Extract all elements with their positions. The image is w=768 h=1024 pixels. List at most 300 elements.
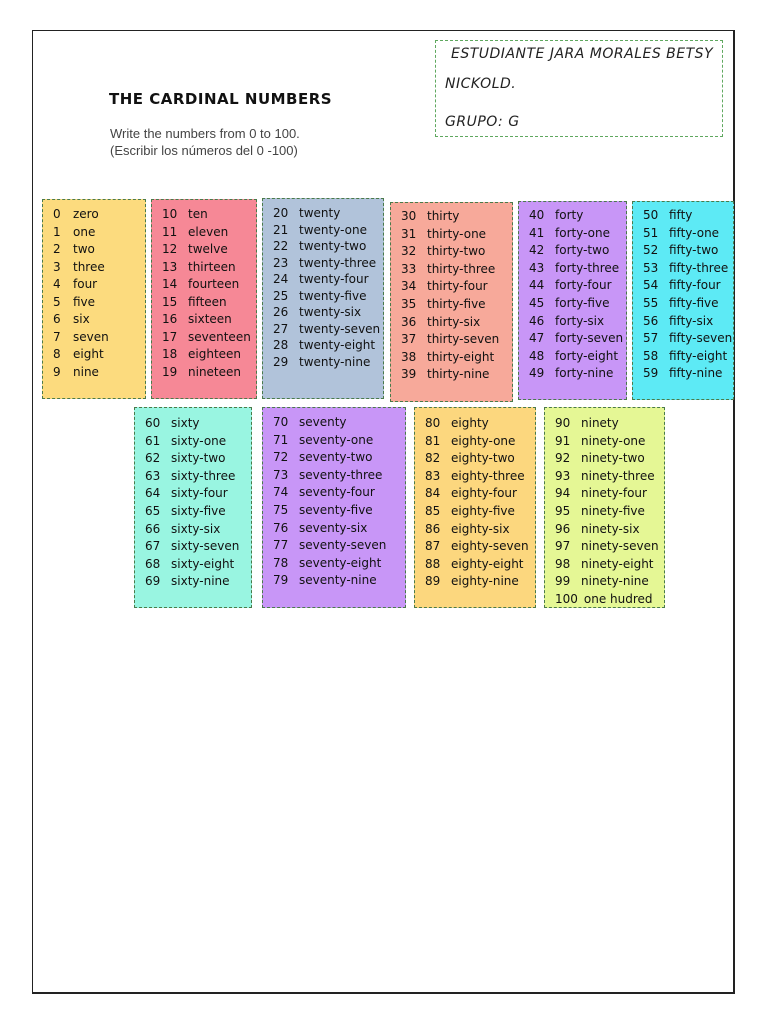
number-block-40 (518, 201, 627, 400)
number-row (555, 415, 664, 433)
number-digit: 70 (273, 415, 289, 429)
number-digit: 64 (145, 486, 161, 501)
number-word: twelve (188, 242, 228, 256)
number-digit: 55 (643, 295, 659, 310)
number-word: ten (188, 207, 208, 221)
number-word: seventy-two (299, 450, 373, 465)
number-row (529, 207, 626, 225)
number-digit: 18 (162, 347, 178, 361)
number-word: sixty-three (171, 468, 236, 483)
number-digit: 62 (145, 451, 161, 466)
number-word: fifty-seven (669, 331, 733, 346)
number-digit: 82 (425, 451, 441, 466)
number-digit: 29 (273, 354, 289, 369)
student-group: GRUPO: G (445, 114, 520, 130)
number-row (401, 366, 512, 384)
number-word: eighty-three (451, 468, 525, 483)
number-row (529, 295, 626, 313)
number-row (273, 205, 383, 222)
number-word: sixty-one (171, 433, 227, 448)
number-digit: 67 (145, 539, 161, 554)
number-word: ninety-six (581, 521, 640, 536)
number-row (643, 365, 733, 383)
number-row (145, 538, 251, 556)
student-name-line2: NICKOLD. (445, 76, 517, 92)
number-row (555, 485, 664, 503)
number-digit: 10 (162, 207, 178, 221)
number-digit: 66 (145, 521, 161, 536)
number-digit: 47 (529, 331, 545, 346)
number-row (145, 468, 251, 486)
number-row (273, 432, 405, 450)
number-row (555, 521, 664, 539)
number-digit: 6 (53, 312, 61, 326)
number-word: forty-eight (555, 348, 619, 363)
number-word: thirty-nine (427, 367, 490, 382)
number-word: fourteen (188, 277, 240, 291)
number-digit: 25 (273, 288, 289, 303)
number-row (643, 225, 733, 243)
number-digit: 4 (53, 277, 61, 291)
number-digit: 40 (529, 208, 545, 222)
number-word: forty (555, 208, 584, 222)
number-digit: 48 (529, 348, 545, 363)
number-word: seven (73, 329, 109, 344)
number-digit: 33 (401, 261, 417, 276)
number-row (401, 243, 512, 261)
number-word: sixty-two (171, 451, 226, 466)
number-digit: 35 (401, 296, 417, 311)
number-word: forty-four (555, 278, 612, 293)
number-digit: 46 (529, 313, 545, 328)
number-digit: 15 (162, 294, 178, 309)
number-row (273, 537, 405, 555)
number-word: eighty-seven (451, 539, 529, 554)
number-word: sixty-six (171, 521, 221, 536)
number-row (401, 314, 512, 332)
number-row (53, 329, 145, 347)
number-digit: 94 (555, 486, 571, 501)
number-digit: 12 (162, 242, 178, 256)
number-row (273, 520, 405, 538)
number-word: eighty-one (451, 433, 516, 448)
number-row (273, 555, 405, 573)
number-word: thirteen (188, 259, 236, 274)
number-word: twenty-three (299, 255, 377, 270)
number-row (555, 591, 664, 609)
number-digit: 97 (555, 539, 571, 554)
number-digit: 79 (273, 573, 289, 588)
number-row (555, 433, 664, 451)
number-row (555, 468, 664, 486)
number-row (529, 277, 626, 295)
number-row (555, 503, 664, 521)
number-digit: 83 (425, 468, 441, 483)
number-row (273, 484, 405, 502)
student-name-line1: ESTUDIANTE JARA MORALES BETSY (451, 46, 714, 62)
number-word: ninety-four (581, 486, 647, 501)
number-word: forty-two (555, 243, 610, 258)
number-digit: 90 (555, 416, 571, 430)
number-digit: 32 (401, 244, 417, 259)
number-row (273, 337, 383, 354)
number-word: ninety (581, 416, 619, 430)
number-word: four (73, 277, 98, 291)
number-digit: 57 (643, 331, 659, 346)
number-digit: 51 (643, 225, 659, 240)
number-digit: 24 (273, 272, 289, 286)
number-word: fifty-six (669, 313, 714, 328)
number-word: ninety-seven (581, 539, 659, 554)
number-row (273, 449, 405, 467)
number-row (425, 468, 535, 486)
number-digit: 23 (273, 255, 289, 270)
number-word: one (73, 224, 96, 239)
number-word: fifty-one (669, 225, 720, 240)
number-row (555, 538, 664, 556)
number-word: fifty-three (669, 260, 729, 275)
number-row (425, 503, 535, 521)
number-word: twenty-five (299, 288, 367, 303)
number-digit: 38 (401, 349, 417, 364)
number-word: sixty-nine (171, 574, 230, 589)
number-row (53, 346, 145, 364)
number-word: fifty-five (669, 295, 719, 310)
number-word: seventy-one (299, 432, 374, 447)
number-row (53, 294, 145, 312)
number-row (643, 260, 733, 278)
number-block-70 (262, 407, 406, 608)
number-digit: 26 (273, 305, 289, 319)
number-row (529, 330, 626, 348)
number-word: seventy-seven (299, 538, 387, 553)
number-word: thirty-six (427, 314, 481, 329)
number-row (273, 467, 405, 485)
number-word: twenty-nine (299, 354, 371, 369)
number-digit: 31 (401, 226, 417, 241)
number-row (529, 313, 626, 331)
number-row (145, 521, 251, 539)
number-word: nineteen (188, 364, 242, 379)
number-row (643, 277, 733, 295)
number-row (401, 296, 512, 314)
page-title: THE CARDINAL NUMBERS (109, 90, 333, 108)
number-row (273, 222, 383, 239)
number-digit: 11 (162, 224, 178, 239)
number-digit: 96 (555, 521, 571, 536)
number-digit: 100 (555, 591, 578, 606)
number-digit: 73 (273, 467, 289, 482)
number-word: fifteen (188, 294, 227, 309)
number-word: ninety-eight (581, 556, 654, 571)
number-word: thirty (427, 209, 460, 223)
number-word: sixty-seven (171, 539, 240, 554)
number-digit: 60 (145, 416, 161, 430)
number-row (273, 572, 405, 590)
number-digit: 56 (643, 313, 659, 328)
number-word: two (73, 242, 95, 256)
number-row (401, 208, 512, 226)
number-digit: 71 (273, 432, 289, 447)
number-row (529, 365, 626, 383)
number-digit: 21 (273, 222, 289, 237)
number-digit: 42 (529, 243, 545, 258)
number-word: three (73, 259, 105, 274)
number-digit: 76 (273, 520, 289, 535)
number-digit: 43 (529, 260, 545, 275)
number-row (425, 450, 535, 468)
number-digit: 99 (555, 574, 571, 589)
number-digit: 88 (425, 556, 441, 571)
number-row (53, 276, 145, 294)
number-block-10 (151, 199, 257, 399)
number-block-50 (632, 201, 734, 400)
number-digit: 53 (643, 260, 659, 275)
number-word: eighty-two (451, 451, 515, 466)
number-row (145, 485, 251, 503)
number-word: ninety-two (581, 451, 645, 466)
number-row (145, 415, 251, 433)
number-word: thirty-eight (427, 349, 495, 364)
number-digit: 65 (145, 503, 161, 518)
number-word: ninety-five (581, 503, 645, 518)
number-row (162, 364, 256, 382)
number-digit: 72 (273, 450, 289, 465)
number-word: twenty-eight (299, 338, 376, 352)
number-row (273, 321, 383, 338)
number-word: eighty-four (451, 486, 517, 501)
number-digit: 74 (273, 485, 289, 500)
number-row (401, 278, 512, 296)
number-word: ninety-three (581, 468, 655, 483)
number-digit: 1 (53, 224, 61, 239)
number-digit: 75 (273, 502, 289, 517)
number-word: twenty-seven (299, 321, 381, 336)
number-digit: 8 (53, 347, 61, 361)
number-word: seventy-five (299, 502, 373, 517)
number-digit: 49 (529, 366, 545, 381)
number-row (529, 225, 626, 243)
number-digit: 20 (273, 206, 289, 220)
number-word: eighty (451, 416, 489, 430)
number-row (425, 433, 535, 451)
number-word: sixty (171, 416, 200, 430)
number-row (162, 224, 256, 242)
number-row (643, 330, 733, 348)
number-digit: 30 (401, 209, 417, 223)
number-row (162, 311, 256, 329)
number-word: thirty-seven (427, 332, 500, 347)
number-word: nine (73, 364, 99, 379)
number-digit: 16 (162, 312, 178, 326)
number-row (529, 348, 626, 366)
number-row (273, 288, 383, 305)
number-digit: 77 (273, 538, 289, 553)
number-digit: 28 (273, 338, 289, 352)
number-row (643, 242, 733, 260)
number-word: one hudred (583, 591, 653, 606)
number-digit: 0 (53, 207, 61, 221)
number-digit: 3 (53, 259, 61, 274)
number-digit: 17 (162, 329, 178, 344)
number-word: five (73, 294, 96, 309)
number-word: fifty-four (669, 278, 721, 293)
number-row (401, 331, 512, 349)
number-word: seventy-nine (299, 573, 377, 588)
number-word: seventy-eight (299, 555, 382, 570)
number-row (162, 294, 256, 312)
number-row (162, 329, 256, 347)
number-row (425, 538, 535, 556)
number-word: forty-nine (555, 366, 614, 381)
number-word: forty-three (555, 260, 620, 275)
number-digit: 54 (643, 278, 659, 293)
instructions-spanish: (Escribir los números del 0 -100) (110, 143, 298, 158)
number-row (53, 311, 145, 329)
number-row (643, 207, 733, 225)
number-digit: 86 (425, 521, 441, 536)
number-row (425, 485, 535, 503)
number-word: twenty (299, 206, 341, 220)
number-digit: 80 (425, 416, 441, 430)
number-row (53, 224, 145, 242)
number-block-90 (544, 407, 665, 608)
number-row (145, 573, 251, 591)
number-row (425, 556, 535, 574)
number-row (145, 503, 251, 521)
number-word: eighty-nine (451, 574, 519, 589)
number-row (401, 226, 512, 244)
number-digit: 14 (162, 277, 178, 291)
number-word: sixty-five (171, 503, 226, 518)
number-word: twenty-two (299, 239, 367, 253)
number-row (555, 573, 664, 591)
number-digit: 63 (145, 468, 161, 483)
number-digit: 22 (273, 239, 289, 253)
number-digit: 19 (162, 364, 178, 379)
number-word: thirty-five (427, 296, 486, 311)
number-digit: 78 (273, 555, 289, 570)
number-row (401, 349, 512, 367)
number-word: eight (73, 347, 104, 361)
number-digit: 36 (401, 314, 417, 329)
number-word: thirty-one (427, 226, 487, 241)
number-word: forty-six (555, 313, 605, 328)
number-digit: 37 (401, 332, 417, 347)
number-digit: 85 (425, 503, 441, 518)
number-digit: 27 (273, 321, 289, 336)
number-digit: 52 (643, 243, 659, 258)
number-word: sixteen (188, 312, 232, 326)
number-word: eleven (188, 224, 229, 239)
number-digit: 39 (401, 367, 417, 382)
number-digit: 93 (555, 468, 571, 483)
number-row (273, 502, 405, 520)
number-digit: 13 (162, 259, 178, 274)
number-digit: 45 (529, 295, 545, 310)
number-row (53, 206, 145, 224)
number-digit: 59 (643, 366, 659, 381)
number-block-20 (262, 198, 384, 399)
number-digit: 9 (53, 364, 61, 379)
number-row (162, 346, 256, 364)
number-word: thirty-three (427, 261, 496, 276)
number-word: seventy-six (299, 520, 368, 535)
number-digit: 87 (425, 539, 441, 554)
number-word: fifty-nine (669, 366, 723, 381)
number-digit: 34 (401, 279, 417, 294)
number-row (425, 573, 535, 591)
number-word: twenty-six (299, 305, 362, 319)
number-digit: 44 (529, 278, 545, 293)
number-digit: 7 (53, 329, 61, 344)
number-row (273, 304, 383, 321)
number-word: seventy-four (299, 485, 375, 500)
number-block-0 (42, 199, 146, 399)
number-word: eighty-six (451, 521, 510, 536)
number-digit: 50 (643, 208, 659, 222)
number-block-80 (414, 407, 536, 608)
number-word: thirty-two (427, 244, 486, 259)
number-digit: 2 (53, 242, 61, 256)
number-digit: 92 (555, 451, 571, 466)
number-row (401, 261, 512, 279)
number-word: sixty-four (171, 486, 228, 501)
number-row (145, 450, 251, 468)
number-word: seventeen (188, 329, 251, 344)
number-row (53, 241, 145, 259)
number-word: sixty-eight (171, 556, 235, 571)
number-block-60 (134, 407, 252, 608)
number-row (162, 259, 256, 277)
number-digit: 89 (425, 574, 441, 589)
number-row (162, 241, 256, 259)
number-row (145, 433, 251, 451)
number-row (162, 206, 256, 224)
number-word: fifty (669, 208, 693, 222)
number-row (529, 260, 626, 278)
number-row (273, 238, 383, 255)
number-row (162, 276, 256, 294)
number-digit: 69 (145, 574, 161, 589)
number-word: forty-seven (555, 331, 624, 346)
number-row (273, 414, 405, 432)
number-word: forty-one (555, 225, 610, 240)
number-row (643, 348, 733, 366)
number-row (425, 521, 535, 539)
number-digit: 98 (555, 556, 571, 571)
number-row (425, 415, 535, 433)
number-word: twenty-one (299, 222, 367, 237)
number-digit: 81 (425, 433, 441, 448)
number-word: ninety-one (581, 433, 646, 448)
number-digit: 41 (529, 225, 545, 240)
number-row (145, 556, 251, 574)
number-digit: 84 (425, 486, 441, 501)
number-digit: 68 (145, 556, 161, 571)
number-word: twenty-four (299, 272, 369, 286)
number-word: eighty-five (451, 503, 515, 518)
number-row (643, 313, 733, 331)
number-word: eighteen (188, 347, 242, 361)
number-row (643, 295, 733, 313)
number-word: thirty-four (427, 279, 488, 294)
number-digit: 95 (555, 503, 571, 518)
number-digit: 61 (145, 433, 161, 448)
number-word: six (73, 312, 90, 326)
number-digit: 58 (643, 348, 659, 363)
number-row (273, 255, 383, 272)
